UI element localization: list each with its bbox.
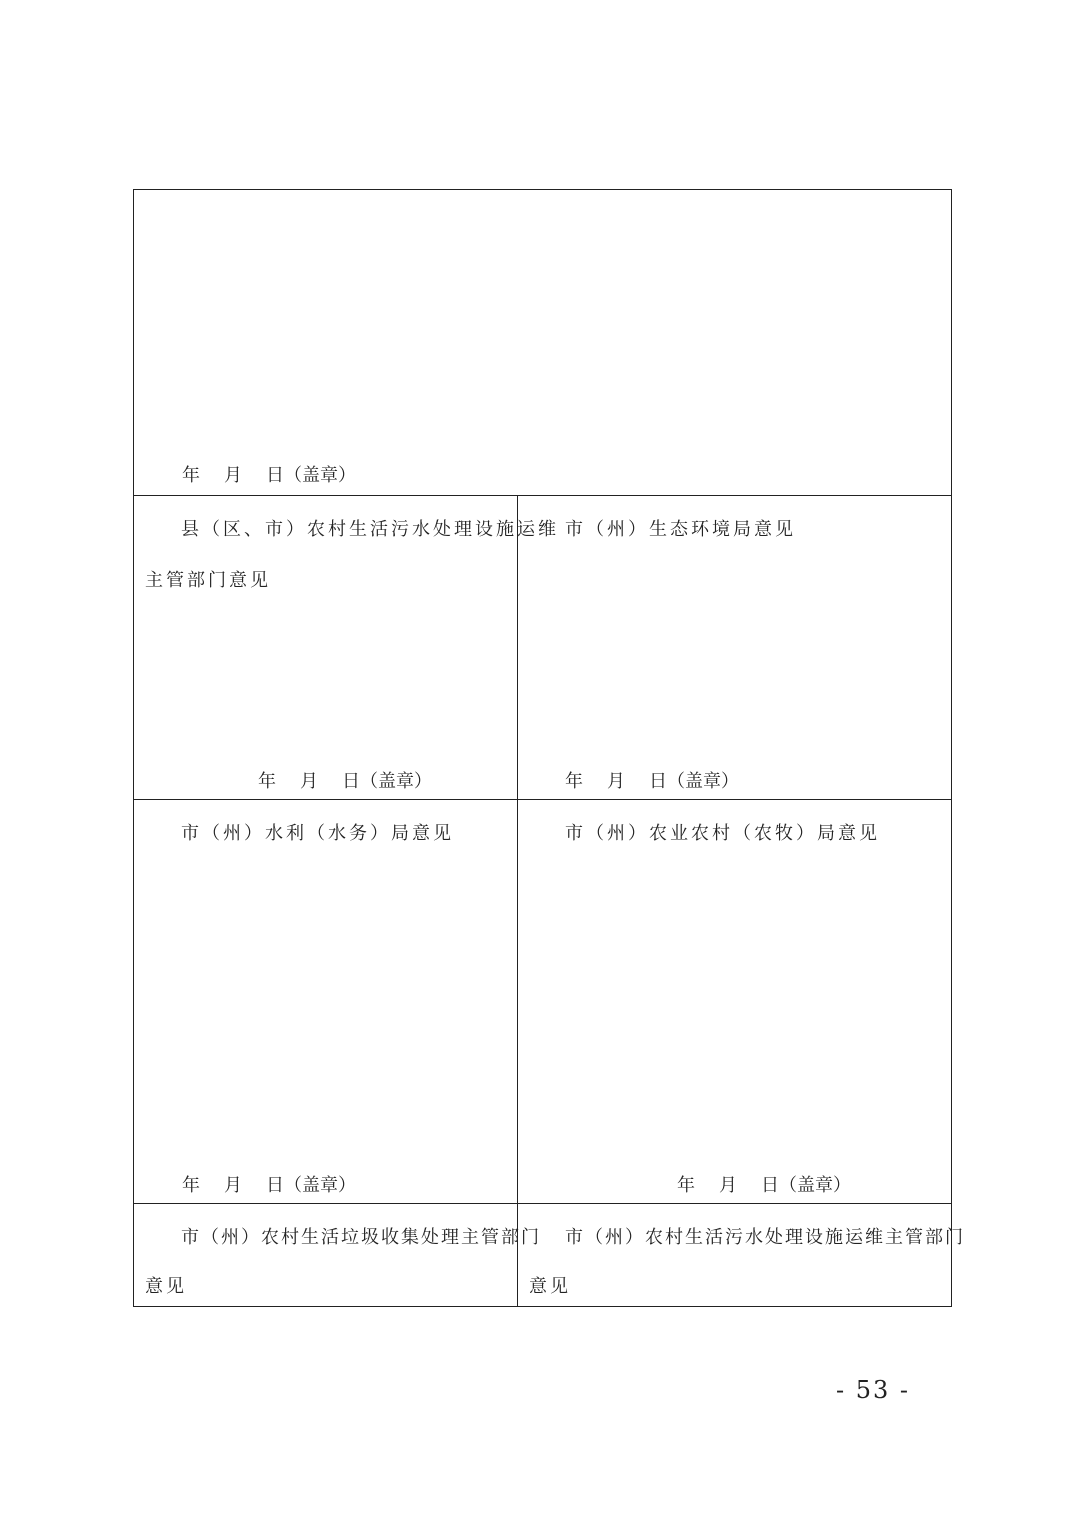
date-year: 年	[677, 1175, 695, 1196]
date-year: 年	[565, 771, 583, 792]
date-day-seal: 日（盖章）	[649, 771, 739, 792]
county-sewage-dept-opinion-cell	[134, 495, 559, 799]
date-year: 年	[182, 465, 200, 486]
date-month: 月	[300, 771, 318, 792]
date-year: 年	[182, 1175, 200, 1196]
cell-date-stamp	[258, 771, 432, 793]
cell-date-stamp	[565, 771, 739, 793]
agriculture-rural-bureau-opinion-cell	[518, 799, 951, 1203]
cell-title-line1: 市（州）农业农村（农牧）局意见	[565, 823, 880, 844]
cell-title-line1: 县（区、市）农村生活污水处理设施运维	[181, 519, 559, 540]
ecology-env-bureau-opinion-cell	[518, 495, 951, 799]
cell-title-line2: 意见	[529, 1276, 571, 1297]
city-sewage-dept-opinion-cell	[518, 1203, 965, 1306]
page-number: - 53 -	[836, 1376, 911, 1404]
top-cell-date-stamp	[182, 465, 356, 487]
cell-title-line2: 主管部门意见	[145, 570, 271, 591]
date-day-seal: 日（盖章）	[761, 1175, 851, 1196]
date-month: 月	[224, 1175, 242, 1196]
water-resources-bureau-opinion-cell	[134, 799, 517, 1203]
top-opinion-cell	[134, 190, 951, 495]
cell-title-line1: 市（州）水利（水务）局意见	[181, 823, 454, 844]
cell-title-line1: 市（州）生态环境局意见	[565, 519, 796, 540]
date-month: 月	[719, 1175, 737, 1196]
cell-title-line2: 意见	[145, 1276, 187, 1297]
cell-date-stamp	[182, 1175, 356, 1197]
opinion-form-table	[133, 189, 965, 1307]
cell-title-line1: 市（州）农村生活污水处理设施运维主管部门	[565, 1227, 965, 1248]
date-month: 月	[224, 465, 242, 486]
date-day-seal: 日（盖章）	[342, 771, 432, 792]
cell-date-stamp	[677, 1175, 851, 1197]
date-day-seal: 日（盖章）	[266, 465, 356, 486]
waste-collection-dept-opinion-cell	[134, 1203, 541, 1306]
cell-title-line1: 市（州）农村生活垃圾收集处理主管部门	[181, 1227, 541, 1248]
date-month: 月	[607, 771, 625, 792]
date-day-seal: 日（盖章）	[266, 1175, 356, 1196]
date-year: 年	[258, 771, 276, 792]
